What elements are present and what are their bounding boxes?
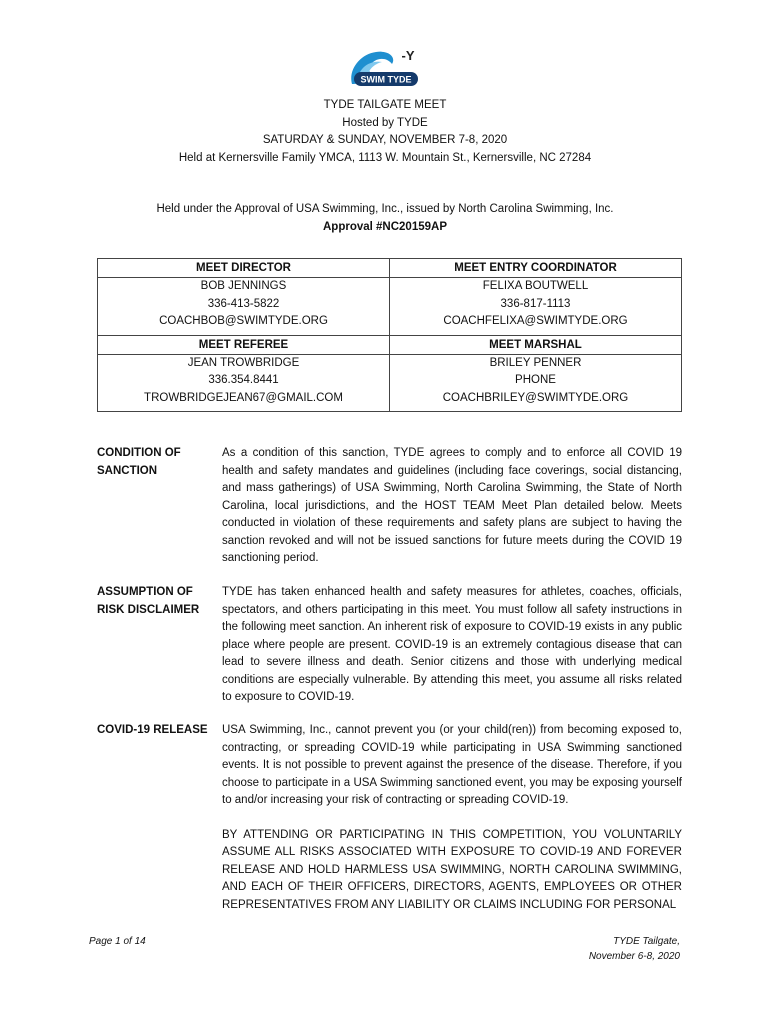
section-text	[222, 445, 682, 568]
meet-director-title: MEET DIRECTOR	[98, 259, 390, 278]
official-name: JEAN TROWBRIDGE	[187, 357, 300, 370]
meet-location: Held at Kernersville Family YMCA, 1113 W. Mountain St., Kernersville, NC 27284	[178, 151, 592, 164]
official-phone: 336-817-1113	[500, 297, 571, 310]
table-row	[98, 335, 682, 354]
paragraph: USA Swimming, Inc., cannot prevent you (or your child(ren)) from becoming exposed to, contracting, or spreading COVID-19 while participating in USA Swimming sanctioned events. It is not possible to prevent against the presence of the disease. Therefore, if you choose to participate in a USA Swimming sanctioned event, you may be exposing yourself to and/or increasing your risk of contracting or spreading COVID-19.	[222, 724, 682, 806]
section-label: ASSUMPTION OF RISK DISCLAIMER	[97, 586, 200, 616]
table-row	[98, 259, 682, 278]
official-email: COACHFELIXA@SWIMTYDE.ORG	[443, 315, 628, 328]
entry-coordinator-title: MEET ENTRY COORDINATOR	[390, 259, 682, 278]
entry-coordinator-details	[390, 278, 682, 335]
approval-line: Held under the Approval of USA Swimming, Inc., issued by North Carolina Swimming, Inc.	[156, 203, 614, 215]
table-row	[98, 278, 682, 335]
logo-text: SWIM TYDE	[360, 74, 412, 85]
footer-doc-info	[589, 934, 680, 964]
official-phone: 336.354.8441	[208, 374, 279, 387]
meet-header	[0, 97, 770, 167]
meet-marshal-details	[390, 355, 682, 412]
official-email: COACHBRILEY@SWIMTYDE.ORG	[442, 391, 629, 404]
footer-doc-date: November 6-8, 2020	[588, 951, 680, 962]
meet-dates: SATURDAY & SUNDAY, NOVEMBER 7-8, 2020	[262, 134, 508, 146]
meet-referee-title: MEET REFEREE	[98, 335, 390, 354]
footer-doc-title: TYDE Tailgate,	[613, 936, 680, 947]
meet-referee-details	[98, 355, 390, 412]
section-text	[222, 584, 682, 707]
meet-host: Hosted by TYDE	[342, 116, 428, 129]
section-label: COVID-19 RELEASE	[97, 724, 208, 736]
meet-title: TYDE TAILGATE MEET	[323, 99, 447, 111]
official-phone: 336-413-5822	[207, 297, 280, 310]
approval-number: Approval #NC20159AP	[323, 220, 447, 233]
meet-marshal-title: MEET MARSHAL	[390, 335, 682, 354]
official-name: BRILEY PENNER	[489, 357, 582, 370]
paragraph: As a condition of this sanction, TYDE agrees to comply and to enforce all COVID 19 health and safety mandates and guidelines (including face coverings, social distancing, and mass gatherings) of USA Swimming, North Carolina Swimming, the State of North Carolina, local jurisdictions, and the HOST TEAM Meet Plan detailed below. Meets conducted in violation of these requirements and safety plans are subject to having the sanction revoked and will not be issued sanctions for future meets during the COVID 19 sanctioning period.	[222, 447, 682, 564]
approval-block	[0, 201, 770, 236]
section-text	[222, 722, 682, 914]
meet-officials-table	[97, 258, 682, 412]
meet-director-details	[98, 278, 390, 335]
official-phone: PHONE	[515, 374, 556, 387]
ymca-mark: -Y	[401, 48, 415, 63]
official-name: FELIXA BOUTWELL	[482, 280, 589, 293]
official-email: COACHBOB@SWIMTYDE.ORG	[159, 315, 328, 328]
table-row	[98, 355, 682, 412]
section-label: CONDITION OF SANCTION	[97, 447, 181, 477]
official-email: TROWBRIDGEJEAN67@GMAIL.COM	[144, 391, 343, 404]
official-name: BOB JENNINGS	[200, 280, 287, 293]
paragraph: TYDE has taken enhanced health and safety measures for athletes, coaches, officials, spectators, and others participating in this meet. You must follow all safety instructions in the following meet sanction. An inherent risk of exposure to COVID-19 exists in any public place where people are present. COVID-19 is an extremely contagious disease that can lead to severe illness and death. Senior citizens and those with underlying medical conditions are especially vulnerable. By attending this meet, you assume all risks related to exposure to COVID-19.	[222, 586, 682, 703]
paragraph: BY ATTENDING OR PARTICIPATING IN THIS COMPETITION, YOU VOLUNTARILY ASSUME ALL RISKS ASSOCIATED WITH EXPOSURE TO COVID-19 AND FOREVER RELEASE AND HOLD HARMLESS USA SWIMMING, NORTH CAROLINA SWIMMING, AND EACH OF THEIR OFFICERS, DIRECTORS, AGENTS, EMPLOYEES OR OTHER REPRESENTATIVES FROM ANY LIABILITY OR CLAIMS INCLUDING FOR PERSONAL	[222, 828, 682, 911]
swim-tyde-logo	[346, 44, 428, 96]
page-number: Page 1 of 14	[89, 936, 146, 947]
